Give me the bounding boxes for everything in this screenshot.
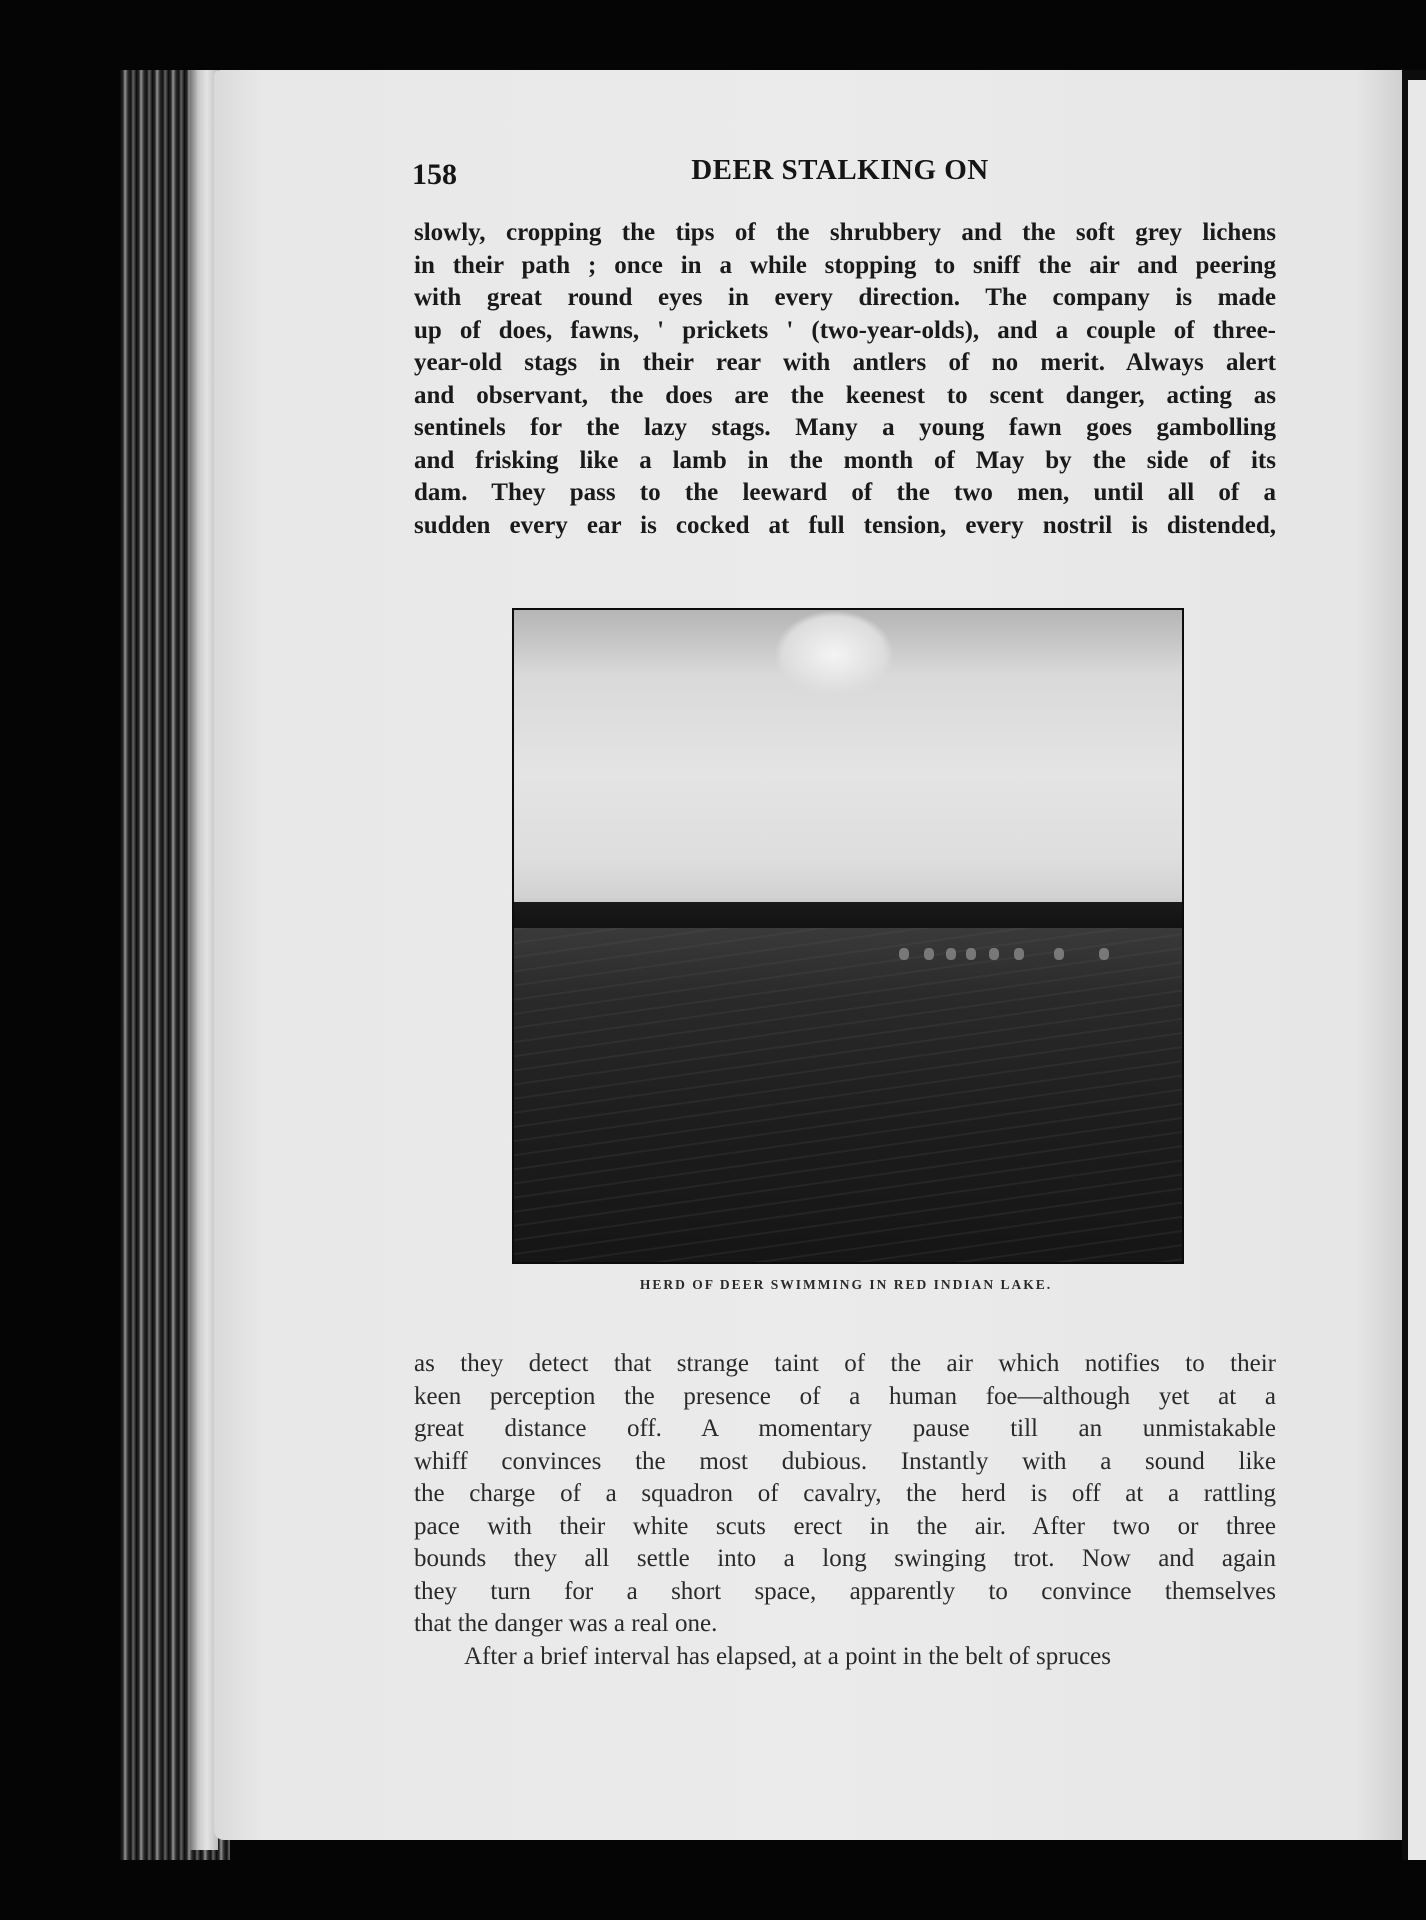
body-text-top [414,217,1276,542]
text-line: After a brief interval has elapsed, at a point in the belt of spruces [464,1642,1111,1670]
facing-page-edge [1408,80,1426,1860]
text-line: the charge of a squadron of cavalry, the herd is off at a rattling [414,1480,1276,1507]
text-line: keen perception the presence of a human foe—although yet at a [414,1382,1276,1410]
photo-cloud [774,610,894,700]
text-line: sentinels for the lazy stags. Many a young fawn goes gambolling [414,414,1276,441]
text-line: with great round eyes in every direction. The company is made [414,284,1276,311]
deer-head [1054,948,1064,960]
text-line: bounds they all settle into a long swinging trot. Now and again [414,1545,1276,1572]
text-line: whiff convinces the most dubious. Instantly with a sound like [414,1447,1276,1475]
text-line: as they detect that strange taint of the air which notifies to their [414,1350,1276,1377]
text-line: dam. They pass to the leeward of the two men, until all of a [414,479,1276,506]
text-line: and frisking like a lamb in the month of May by the side of its [414,446,1276,474]
text-line: great distance off. A momentary pause till an unmistakable [414,1415,1276,1442]
text-line: sudden every ear is cocked at full tension, every nostril is distended, [414,511,1276,539]
deer-head [899,948,909,960]
text-line: they turn for a short space, apparently to convince themselves [414,1577,1276,1605]
text-line: slowly, cropping the tips of the shrubbery and the soft grey lichens [414,219,1276,246]
deer-head [1099,948,1109,960]
deer-head [924,948,934,960]
deer-photograph [512,608,1184,1264]
text-line: pace with their white scuts erect in the air. After two or three [414,1512,1276,1540]
page-header [412,150,1268,190]
deer-head [1014,948,1024,960]
text-line: in their path ; once in a while stopping to sniff the air and peering [414,251,1276,279]
photo-lake-water [514,928,1182,1264]
text-line: year-old stags in their rear with antlers of no merit. Always alert [414,349,1276,376]
text-line: and observant, the does are the keenest to scent danger, acting as [414,381,1276,409]
deer-head [966,948,976,960]
deer-head [989,948,999,960]
deer-head [946,948,956,960]
body-text-bottom [414,1348,1276,1673]
text-line: that the danger was a real one. [414,1610,718,1637]
running-head: DEER STALKING ON [691,154,989,186]
page-number: 158 [412,158,457,191]
text-line: up of does, fawns, ' prickets ' (two-year-olds), and a couple of three- [414,316,1276,344]
figure-caption: HERD OF DEER SWIMMING IN RED INDIAN LAKE. [639,1277,1053,1292]
